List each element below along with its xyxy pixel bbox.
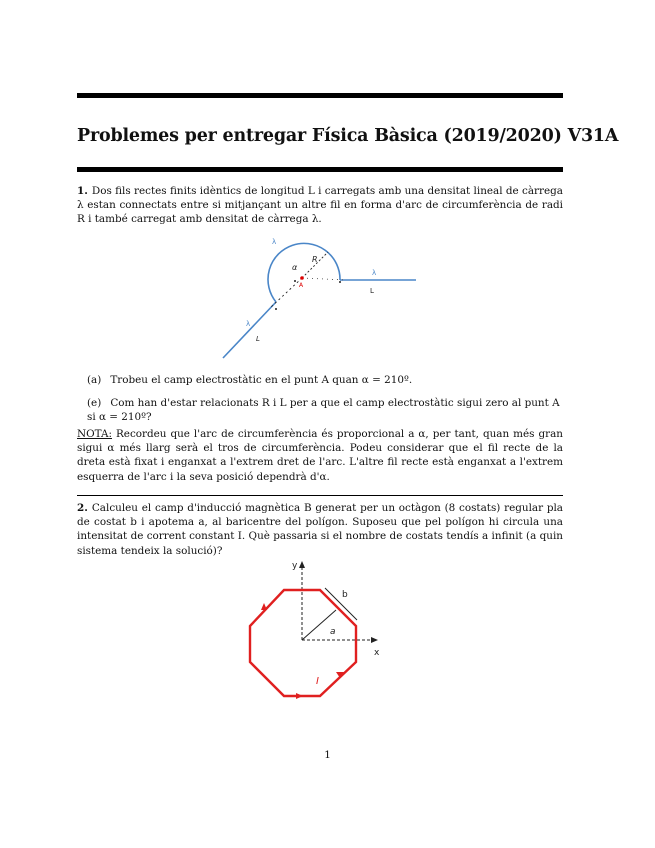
apothem-label: a	[330, 627, 336, 637]
x-axis-arrow	[371, 637, 378, 643]
lambda-label-right: λ	[372, 269, 377, 277]
section-divider	[77, 495, 563, 496]
octagon-loop	[250, 590, 356, 696]
current-arrow-left	[261, 603, 267, 610]
problem2-statement	[77, 501, 563, 558]
side-b-label: b	[342, 590, 348, 600]
problem1-number: 1.	[77, 185, 88, 197]
point-a-dot	[300, 276, 304, 280]
note-text: Recordeu que l'arc de circumferència és proporcional a α, per tant, quan més gran sigui α més llarg serà el tros de circumferència. Podeu considerar que el fil recte de la dreta està fixat i enganxat a l'extrem dret de l'arc. L'altre fil recte està enganxat a l'extrem esquerra de l'arc i la seva posició dependrà d'α.	[77, 428, 563, 483]
lambda-label-arc: λ	[272, 238, 277, 246]
y-axis-label: y	[292, 561, 298, 571]
end-dot-right	[339, 281, 341, 283]
question-a-text: Trobeu el camp electrostàtic en el punt A quan α = 210º.	[110, 374, 413, 386]
left-dot	[294, 280, 296, 282]
radius-label: R	[312, 255, 318, 264]
current-arrow-bottom	[296, 693, 303, 699]
length-label-left: L	[256, 335, 260, 343]
point-a-label: A	[299, 282, 304, 289]
problem1-note	[77, 427, 563, 484]
problem2-number: 2.	[77, 502, 88, 514]
title-rule	[77, 167, 563, 172]
question-e-text: Com han d'estar relacionats R i L per a que el camp electrostàtic sigui zero al punt A si α = 210º?	[87, 397, 560, 423]
page-number: 1	[324, 749, 331, 761]
y-axis-arrow	[299, 561, 305, 568]
lambda-label-left: λ	[246, 320, 251, 328]
note-label: NOTA:	[77, 428, 112, 440]
current-label: I	[316, 676, 319, 687]
problem2-text: Calculeu el camp d'inducció magnètica B generat per un octàgon (8 costats) regular pla de costat b i apotema a, al baricentre del polígon. Suposeu que pel polígon hi circula una intensitat de corrent constant I. Què passaria si el nombre de costats tendís a infinit (a quin sistema tendeix la solució)?	[77, 502, 563, 557]
question-a-label: (a)	[87, 374, 102, 386]
page-title: Problemes per entregar Física Bàsica (2019/2020) V31A	[77, 126, 619, 146]
x-axis-label: x	[374, 648, 380, 658]
question-a	[87, 373, 563, 387]
charged-arc	[268, 243, 340, 302]
length-label-right: L	[370, 287, 374, 295]
angle-label: α	[292, 263, 298, 272]
question-e	[87, 396, 563, 424]
problem2-figure	[240, 556, 400, 704]
problem1-text: Dos fils rectes finits idèntics de longitud L i carregats amb una densitat lineal de càrrega λ estan connectats entre si mitjançant un altre fil en forma d'arc de circumferència de radi R i també carregat amb densitat de càrrega λ.	[77, 185, 563, 226]
question-e-label: (e)	[87, 397, 102, 409]
top-rule	[77, 93, 563, 98]
problem1-statement	[77, 184, 563, 227]
left-wire	[223, 302, 276, 358]
problem1-figure	[210, 236, 430, 366]
end-dot-left	[275, 308, 277, 310]
